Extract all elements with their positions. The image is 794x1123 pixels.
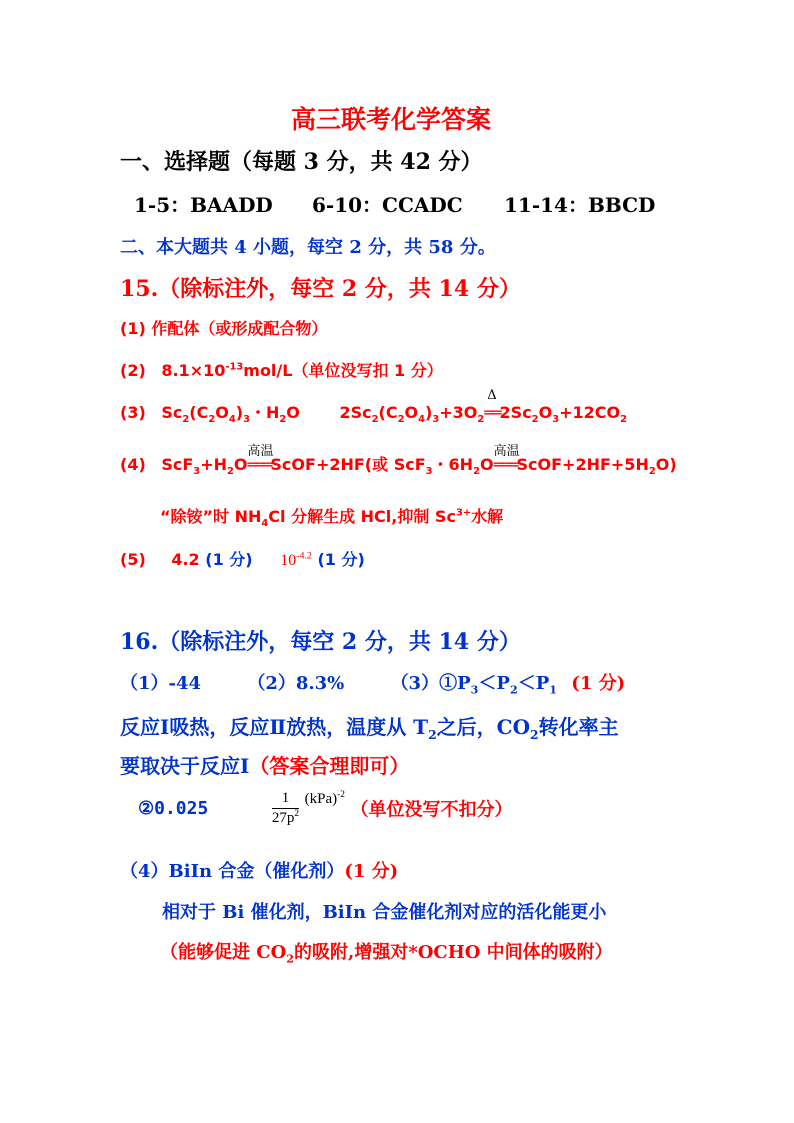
q16-answer1: （1）-44 — [120, 673, 202, 694]
q15-part1: (1) 作配体（或形成配合物） — [120, 319, 328, 338]
q16-part4: （4）BiIn 合金（催化剂）(1 分) — [120, 861, 399, 882]
choice-answers-11-14: 11-14：BBCD — [504, 193, 656, 217]
q15-part2-label: (2) — [120, 361, 146, 380]
high-temp-condition-1: 高温 ═══ — [247, 444, 274, 474]
choice-answers-6-10: 6-10：CCADC — [312, 193, 463, 217]
q15-part5-label: (5) — [120, 550, 146, 569]
q16-explanation-line1: 反应Ⅰ吸热，反应Ⅱ放热，温度从 $T_2$之后，$CO_2$转化率主 — [120, 715, 619, 742]
q15-part2-unit: mol/L（单位没写扣 1 分） — [243, 361, 443, 380]
q16-kp-note: （单位没写不扣分） — [350, 799, 513, 821]
section1-heading: 一、选择题（每题 3 分，共 42 分） — [120, 149, 483, 175]
q16-heading: 16.（除标注外，每空 2 分，共 14 分） — [120, 629, 521, 655]
section2-heading: 二、本大题共 4 小题，每空 2 分，共 58 分。 — [120, 237, 496, 258]
q16-answer3-points: (1 分) — [571, 673, 626, 694]
q15-part3-equation: $2Sc_2(C_2O_4)_3+3O_2$ Δ $══2Sc_2O_3+12CO_2$ — [339, 388, 628, 426]
q15-part3 — [120, 388, 628, 426]
q15-part2 — [120, 358, 443, 381]
q15-part3-label: (3) — [120, 403, 146, 422]
q15-part4 — [120, 444, 677, 478]
q15-part2-value: 8.1×10 — [161, 361, 226, 380]
q15-part4-equation: $ScF_3+H_2O$ 高温 ═══ScOF+2HF(或 ScF$_3$・$6H_2O$ 高温 $═══ScOF+2HF+5H_2O$) — [161, 444, 677, 478]
q15-part4-note: “除铵”时 $NH_4Cl$ 分解生成 HCl,抑制 $Sc^{3+}$水解 — [160, 507, 504, 530]
q15-part4-label: (4) — [120, 455, 146, 474]
q16-part4-note: （能够促进 $CO_2$的吸附,增强对*OCHO 中间体的吸附） — [160, 942, 613, 966]
q15-part5-value-a: 4.2 — [171, 550, 200, 569]
q16-part4-explanation: 相对于 Bi 催化剂，BiIn 合金催化剂对应的活化能更小 — [162, 902, 607, 923]
q15-part5-value-b: $10^{-4.2}$ — [280, 550, 312, 569]
q15-part5 — [120, 547, 365, 570]
q15-part5-points-a: (1 分) — [205, 550, 253, 569]
q16-answer3: $(3)①P_3<P_2<P_1$ — [390, 673, 558, 697]
q16-row1 — [120, 669, 625, 695]
q15-part3-formula: $Sc_2(C_2O_4)_3$・$H_2O$ — [161, 403, 300, 426]
q16-answer2: （2）8.3% — [247, 673, 345, 694]
q16-kp-unit: (kPa)$^{-2}$ — [304, 790, 345, 807]
page-title: 高三联考化学答案 — [291, 105, 492, 134]
q15-heading: 15.（除标注外，每空 2 分，共 14 分） — [120, 276, 521, 302]
q15-part5-points-b: (1 分) — [317, 550, 365, 569]
q16-explanation-line2: 要取决于反应Ⅰ（答案合理即可） — [120, 754, 410, 778]
q15-part2-exp: -13 — [225, 361, 244, 373]
q16-kp-fraction: $\frac{1}{27p^2}$ — [271, 790, 300, 826]
high-temp-condition-2: 高温 ═══ — [493, 444, 520, 474]
choice-answers-1-5: 1-5：BAADD — [134, 193, 273, 217]
q16-part3b — [138, 790, 512, 836]
q16-kp-value: ②0.025 — [138, 798, 209, 819]
heat-condition: Δ ══ — [484, 388, 500, 422]
